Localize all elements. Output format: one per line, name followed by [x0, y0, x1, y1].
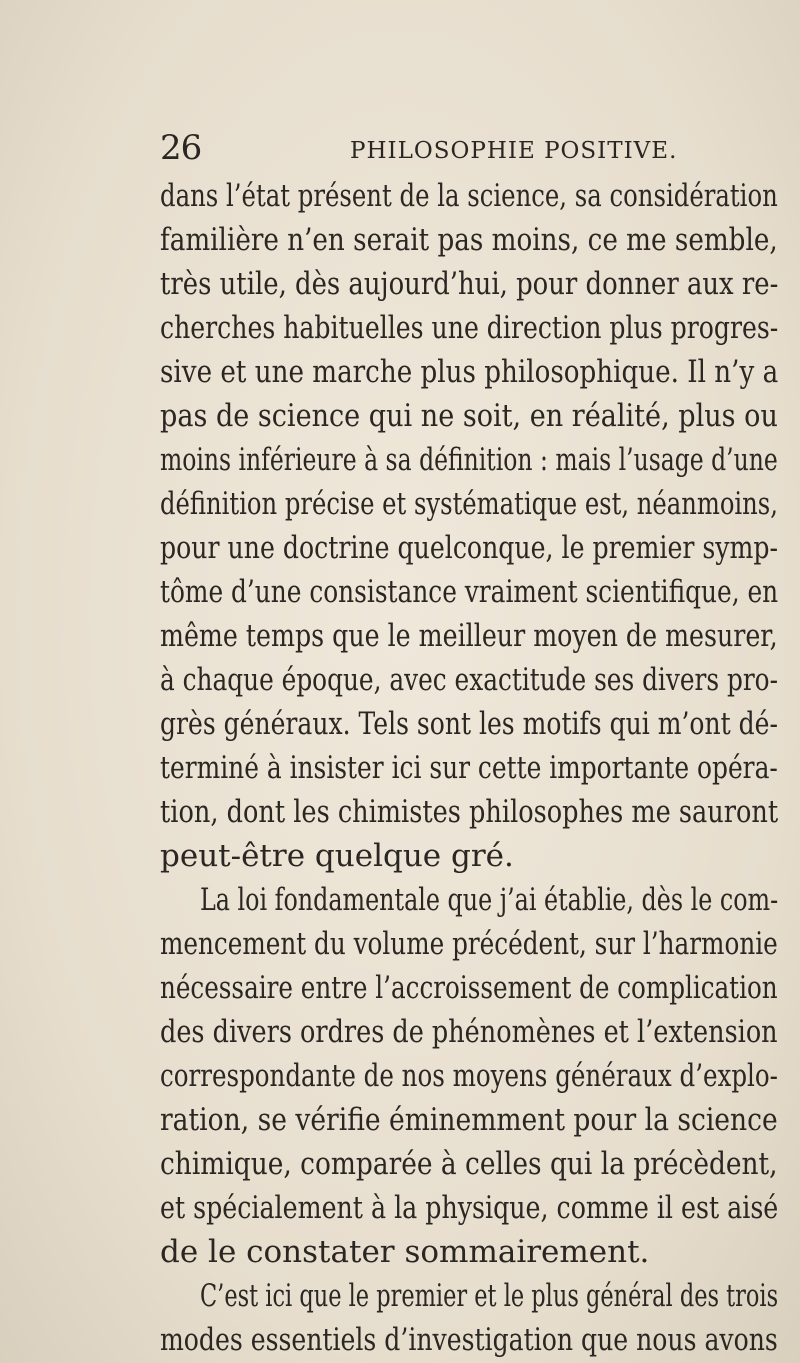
text-line: pas de science qui ne soit, en réalité, plus ou: [160, 398, 778, 434]
text-line: pour une doctrine quelconque, le premier symp-: [160, 530, 779, 566]
text-line: très utile, dès aujourd’hui, pour donner aux re-: [160, 266, 779, 302]
paragraph-start-line: C’est ici que le premier et le plus général des trois: [200, 1278, 779, 1314]
text-line: moins inférieure à sa définition : mais l’usage d’une: [160, 442, 778, 478]
text-line: cherches habituelles une direction plus progres-: [160, 310, 779, 346]
running-title: PHILOSOPHIE POSITIVE.: [350, 138, 678, 164]
text-line: sive et une marche plus philosophique. Il n’y a: [160, 354, 779, 390]
text-line: même temps que le meilleur moyen de mesurer,: [160, 618, 778, 654]
text-line: mencement du volume précédent, sur l’harmonie: [160, 926, 778, 962]
text-line: grès généraux. Tels sont les motifs qui m’ont dé-: [160, 706, 778, 742]
text-line: tion, dont les chimistes philosophes me sauront: [160, 794, 779, 830]
text-line: peut-être quelque gré.: [160, 838, 514, 874]
running-head: [160, 128, 780, 176]
text-line: des divers ordres de phénomènes et l’extension: [160, 1014, 778, 1050]
text-line: et spécialement à la physique, comme il est aisé: [160, 1190, 779, 1226]
page-number: 26: [160, 128, 202, 168]
text-line: nécessaire entre l’accroissement de complication: [160, 970, 778, 1006]
text-line: modes essentiels d’investigation que nous avons: [160, 1322, 778, 1358]
text-line: correspondante de nos moyens généraux d’explo-: [160, 1058, 778, 1094]
text-line: à chaque époque, avec exactitude ses divers pro-: [160, 662, 778, 698]
paragraph-start-line: La loi fondamentale que j’ai établie, dès le com-: [200, 882, 779, 918]
text-line: familière n’en serait pas moins, ce me semble,: [160, 222, 778, 258]
text-line: ration, se vérifie éminemment pour la science: [160, 1102, 778, 1138]
text-line: dans l’état présent de la science, sa considération: [160, 178, 778, 214]
text-line: de le constater sommairement.: [160, 1234, 650, 1270]
text-line: tôme d’une consistance vraiment scientifique, en: [160, 574, 779, 610]
text-line: terminé à insister ici sur cette importante opéra-: [160, 750, 778, 786]
text-line: chimique, comparée à celles qui la précèdent,: [160, 1146, 778, 1182]
text-line: définition précise et systématique est, néanmoins,: [160, 486, 778, 522]
